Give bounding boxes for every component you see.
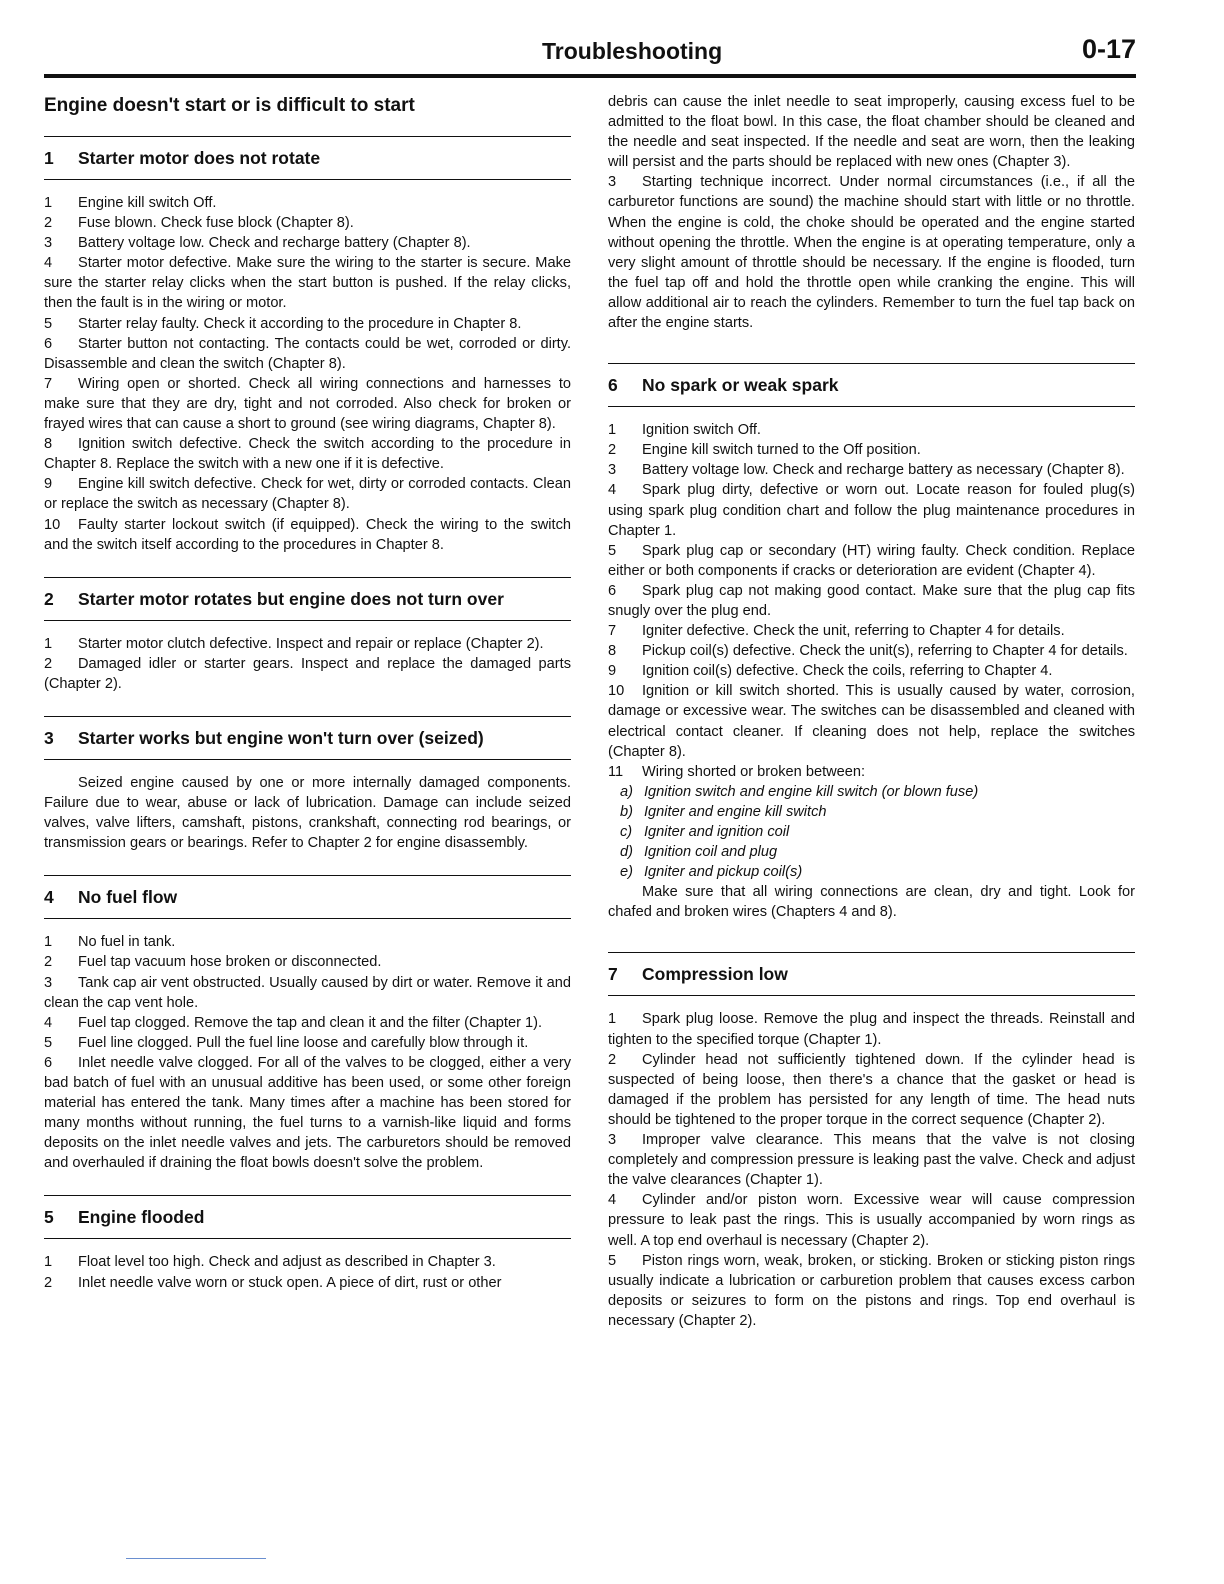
list-item: 11 Wiring shorted or broken between:	[608, 763, 866, 780]
list-item: 5 Fuel line clogged. Pull the fuel line loose and carefully blow through it.	[44, 1034, 529, 1051]
list-item: 3 Starting technique incorrect. Under normal circumstances (i.e., if all the carburetor functions are sound) the machine should start with little or no throttle. When the engine is cold, the choke should be operated and the engine started without opening the throttle. When the engine is at operating temperature, only a very slight amount of throttle should be necessary. If the engine is flooded, turn the fuel tap off and hold the throttle open while cranking the engine. This will allow additional air to reach the cylinders. Remember to turn the fuel tap back on after the engine starts.	[608, 174, 1135, 332]
list-item: 5 Starter relay faulty. Check it according to the procedure in Chapter 8.	[44, 315, 522, 332]
section-heading-1: 1 Starter motor does not rotate	[44, 148, 321, 168]
list-item: 3 Battery voltage low. Check and recharge battery (Chapter 8).	[44, 235, 471, 252]
main-heading: Engine doesn't start or is difficult to start	[44, 95, 415, 116]
section-heading-5: 5 Engine flooded	[44, 1207, 205, 1228]
list-item: 6 Spark plug cap not making good contact. Make sure that the plug cap fits snugly over the plug end.	[608, 582, 1135, 619]
sub-list-item: b) Igniter and engine kill switch	[620, 803, 827, 820]
list-item: 1 No fuel in tank.	[44, 934, 176, 951]
list-item: 1 Engine kill switch Off.	[44, 195, 217, 211]
list-item: 3 Tank cap air vent obstructed. Usually caused by dirt or water. Remove it and clean the cap vent hole.	[44, 974, 571, 1011]
section-heading-2: 2 Starter motor rotates but engine does not turn over	[44, 588, 504, 609]
list-item: 8 Ignition switch defective. Check the switch according to the procedure in Chapter 8. Replace the switch with a new one if it is defective.	[44, 436, 571, 473]
paragraph: Seized engine caused by one or more internally damaged components. Failure due to wear, abuse or lack of lubrication. Damage can include seized valves, valve lifters, camshaft, pistons, crankshaft, connecting rod bearings, or transmission gears or bearings. Refer to Chapter 2 for engine disassembly.	[44, 774, 571, 852]
section-heading-4: 4 No fuel flow	[44, 887, 178, 908]
list-item: 5 Spark plug cap or secondary (HT) wiring faulty. Check condition. Replace either or both components if cracks or deterioration are evident (Chapter 4).	[608, 542, 1135, 579]
list-item: 7 Wiring open or shorted. Check all wiring connections and harnesses to make sure that they are dry, tight and not corroded. Also check for broken or frayed wires that can cause a short to ground (see wiring diagrams, Chapter 8).	[44, 375, 571, 433]
page-header	[44, 34, 1136, 74]
list-item: 1 Ignition switch Off.	[608, 422, 761, 439]
section-body-4	[44, 919, 571, 1173]
list-item: 9 Ignition coil(s) defective. Check the coils, referring to Chapter 4.	[608, 663, 1053, 680]
list-item: 3 Improper valve clearance. This means that the valve is not closing completely and compression pressure is leaking past the valve. Check and adjust the valve clearances (Chapter 1).	[608, 1132, 1135, 1189]
list-item: 7 Igniter defective. Check the unit, referring to Chapter 4 for details.	[608, 623, 1065, 640]
list-item: 1 Starter motor clutch defective. Inspect and repair or replace (Chapter 2).	[44, 635, 544, 652]
section-body-5	[44, 1239, 571, 1292]
list-item: 10 Ignition or kill switch shorted. This is usually caused by water, corrosion, damage or excessive wear. The switches can be disassembled and cleaned with electrical contact cleaner. If cleaning does not help, replace the switches (Chapter 8).	[608, 683, 1135, 760]
sub-list-item: e) Igniter and pickup coil(s)	[620, 864, 803, 881]
section-heading-7: 7 Compression low	[608, 964, 788, 985]
list-item: 1 Float level too high. Check and adjust as described in Chapter 3.	[44, 1254, 496, 1271]
list-item: 4 Starter motor defective. Make sure the wiring to the starter is secure. Make sure the starter relay clicks when the start button is pushed. If the relay clicks, then the fault is in the wiring or motor.	[44, 255, 571, 312]
list-item: 8 Pickup coil(s) defective. Check the unit(s), referring to Chapter 4 for details.	[608, 643, 1128, 660]
list-item: 4 Cylinder and/or piston worn. Excessive wear will cause compression pressure to leak past the rings. This is usually accompanied by worn rings as well. A top end overhaul is necessary (Chapter 2).	[608, 1192, 1135, 1249]
list-item: 2 Engine kill switch turned to the Off position.	[608, 442, 921, 459]
list-item: 6 Inlet needle valve clogged. For all of the valves to be clogged, either a very bad batch of fuel with an unusual additive has been used, or some other foreign material has entered the tank. Many times after a machine has been stored for many months without running, the fuel turns to a varnish-like liquid and forms deposits on the inlet needle valves and jets. The carburetors should be removed and overhauled if draining the float bowls doesn't solve the problem.	[44, 1054, 571, 1172]
list-item: 9 Engine kill switch defective. Check for wet, dirty or corroded contacts. Clean or replace the switch as necessary (Chapter 8).	[44, 476, 571, 513]
section-heading-6: 6 No spark or weak spark	[608, 375, 839, 396]
section-body-6	[608, 407, 1135, 922]
sub-list-item: c) Igniter and ignition coil	[620, 824, 790, 840]
list-item: 10 Faulty starter lockout switch (if equipped). Check the wiring to the switch and the switch itself according to the procedures in Chapter 8.	[44, 516, 571, 553]
sub-list-item: a) Ignition switch and engine kill switch (or blown fuse)	[620, 783, 979, 800]
list-item: 2 Inlet needle valve worn or stuck open. A piece of dirt, rust or other	[44, 1274, 502, 1291]
list-item: 2 Damaged idler or starter gears. Inspect and replace the damaged parts (Chapter 2).	[44, 655, 571, 692]
section-heading-3: 3 Starter works but engine won't turn over (seized)	[44, 727, 484, 748]
list-item: 4 Fuel tap clogged. Remove the tap and clean it and the filter (Chapter 1).	[44, 1014, 543, 1031]
section-body-2	[44, 621, 571, 694]
right-column	[608, 92, 1135, 1331]
list-item: 3 Battery voltage low. Check and recharge battery as necessary (Chapter 8).	[608, 462, 1125, 479]
list-item: 2 Fuel tap vacuum hose broken or disconnected.	[44, 954, 382, 971]
paragraph: Make sure that all wiring connections are clean, dry and tight. Look for chafed and broken wires (Chapters 4 and 8).	[608, 884, 1135, 921]
section-body-1	[44, 180, 571, 555]
section-body-7	[608, 996, 1135, 1331]
list-item: 6 Starter button not contacting. The contacts could be wet, corroded or dirty. Disassemble and clean the switch (Chapter 8).	[44, 335, 571, 372]
sub-list-item: d) Ignition coil and plug	[620, 844, 778, 861]
section-body-3	[44, 760, 571, 853]
left-column	[44, 90, 571, 1293]
list-item: 2 Fuse blown. Check fuse block (Chapter 8).	[44, 215, 354, 232]
list-item: 1 Spark plug loose. Remove the plug and inspect the threads. Reinstall and tighten to the specified torque (Chapter 1).	[608, 1011, 1135, 1048]
list-item: 2 Cylinder head not sufficiently tightened down. If the cylinder head is suspected of being loose, then there's a chance that the gasket or head is damaged if the problem has persisted for any length of time. The head nuts should be tightened to the proper torque in the correct sequence (Chapter 2).	[608, 1051, 1135, 1128]
list-item: 5 Piston rings worn, weak, broken, or sticking. Broken or sticking piston rings usually indicate a lubrication or carburetion problem that causes excess carbon deposits or seizures to form on the pistons and rings. Top end overhaul is necessary (Chapter 2).	[608, 1252, 1135, 1329]
page-number: 0-17	[1081, 34, 1136, 64]
list-item: 4 Spark plug dirty, defective or worn out. Locate reason for fouled plug(s) using spark plug condition chart and follow the plug maintenance procedures in Chapter 1.	[608, 482, 1135, 539]
header-rule	[44, 74, 1136, 78]
footer-link-underline	[126, 1558, 266, 1559]
page-title: Troubleshooting	[542, 38, 723, 64]
paragraph: debris can cause the inlet needle to seat improperly, causing excess fuel to be admitted to the float bowl. In this case, the float chamber should be cleaned and the needle and seat inspected. If the needle and seat are worn, then the leaking will persist and the parts should be replaced with new ones (Chapter 3).	[608, 94, 1135, 171]
